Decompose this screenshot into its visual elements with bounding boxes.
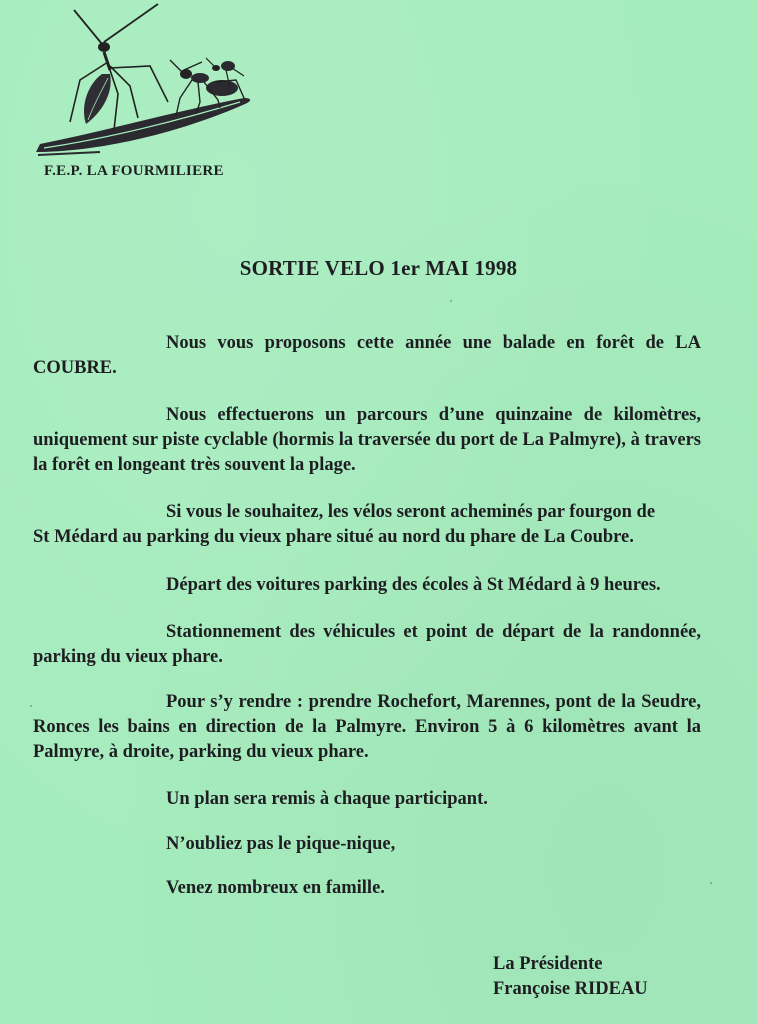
- ants-on-leaf-logo: [30, 2, 254, 162]
- paper-speck: [450, 300, 452, 302]
- paragraph-transport-line-1: [33, 500, 701, 525]
- paragraph-departure: Départ des voitures parking des écoles à St Médard à 9 heures.: [166, 575, 661, 595]
- organization-name: F.E.P. LA FOURMILIERE: [44, 163, 224, 179]
- signature-name: Françoise RIDEAU: [493, 979, 648, 999]
- paragraph-directions-text: Pour s’y rendre : prendre Rochefort, Marennes, pont de la Seudre, Ronces les bains en direction de la Palmyre. Environ 5 à 6 kilomètres avant la Palmyre, à droite, parking du vieux phare.: [33, 692, 701, 762]
- paragraph-map: Un plan sera remis à chaque participant.: [166, 789, 488, 809]
- signature-block: [493, 952, 648, 1002]
- paragraph-intro-text: Nous vous proposons cette année une balade en forêt de LA COUBRE.: [33, 333, 701, 378]
- paragraph-route-text: Nous effectuerons un parcours d’une quinzaine de kilomètres, uniquement sur piste cyclable (hormis la traversée du port de La Palmyre), à travers la forêt en longeant très souvent la plage.: [33, 405, 701, 475]
- signature-role: La Présidente: [493, 954, 603, 974]
- paragraph-route: [33, 403, 701, 478]
- paragraph-directions: [33, 690, 701, 765]
- paragraph-picnic: N’oubliez pas le pique-nique,: [166, 834, 396, 854]
- paper-speck: [710, 882, 712, 884]
- paragraph-parking: [33, 620, 701, 670]
- page-title: SORTIE VELO 1er MAI 1998: [239, 256, 518, 280]
- paragraph-intro: [33, 331, 701, 381]
- paragraph-parking-text: Stationnement des véhicules et point de départ de la randonnée, parking du vieux phare.: [33, 622, 701, 667]
- paragraph-transport: [33, 500, 701, 550]
- paper-speck: [30, 705, 32, 707]
- paragraph-transport-line-2: St Médard au parking du vieux phare situé au nord du phare de La Coubre.: [33, 527, 634, 547]
- paragraph-invitation: Venez nombreux en famille.: [166, 878, 385, 898]
- paragraph-transport-text-1: Si vous le souhaitez, les vélos seront acheminés par fourgon de: [166, 502, 656, 522]
